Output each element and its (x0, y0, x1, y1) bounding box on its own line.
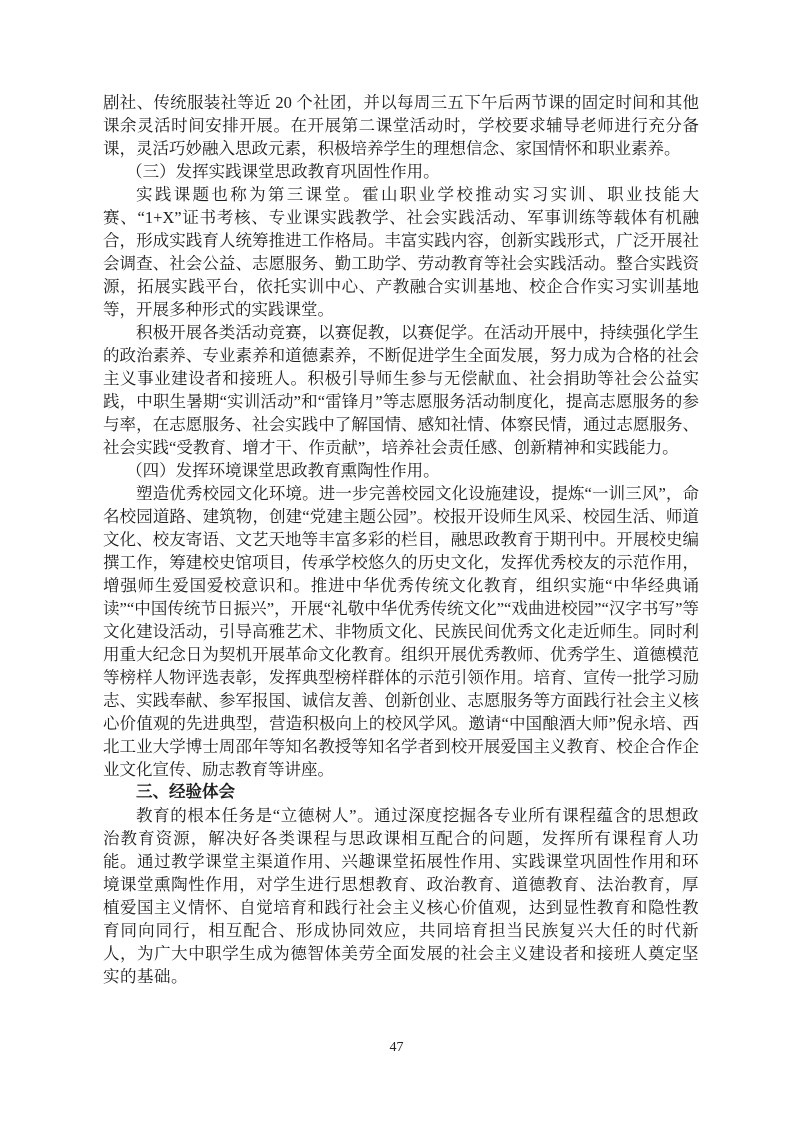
paragraph-continued: 剧社、传统服装社等近 20 个社团，并以每周三五下午后两节课的固定时间和其他课余灵活时间安排开展。在开展第二课堂活动时，学校要求辅导老师进行充分备课，灵活巧妙融入思政元素，积极培养学生的理想信念、家国情怀和职业素养。 (103, 93, 699, 158)
document-text-block (103, 91, 699, 988)
paragraph: 积极开展各类活动竞赛，以赛促教，以赛促学。在活动开展中，持续强化学生的政治素养、专业素养和道德素养，不断促进学生全面发展，努力成为合格的社会主义事业建设者和接班人。积极引导师生参与无偿献血、社会捐助等社会公益实践，中职生暑期“实训活动”和“雷锋月”等志愿服务活动制度化，提高志愿服务的参与率，在志愿服务、社会实践中了解国情、感知社情、体察民情，通过志愿服务、社会实践“受教育、增才干、作贡献”，培养社会责任感、创新精神和实践能力。 (103, 323, 699, 457)
section-subheading-3: （三）发挥实践课堂思政教育巩固性作用。 (126, 162, 440, 181)
section-subheading-4: （四）发挥环境课堂思政教育熏陶性作用。 (126, 461, 440, 480)
paragraph: 教育的根本任务是“立德树人”。通过深度挖掘各专业所有课程蕴含的思想政治教育资源，解决好各类课程与思政课相互配合的问题，发挥所有课程育人功能。通过教学课堂主渠道作用、兴趣课堂拓展性作用、实践课堂巩固性作用和环境课堂熏陶性作用，对学生进行思想教育、政治教育、道德教育、法治教育，厚植爱国主义情怀、自觉培育和践行社会主义核心价值观，达到显性教育和隐性教育同向同行，相互配合、形成协同效应，共同培育担当民族复兴大任的时代新人，为广大中职学生成为德智体美劳全面发展的社会主义建设者和接班人奠定坚实的基础。 (103, 806, 699, 986)
paragraph: 实践课题也称为第三课堂。霍山职业学校推动实习实训、职业技能大赛、“1+X”证书考核、专业课实践教学、社会实践活动、军事训练等载体有机融合，形成实践育人统筹推进工作格局。丰富实践内容，创新实践形式，广泛开展社会调查、社会公益、志愿服务、勤工助学、劳动教育等社会实践活动。整合实践资源，拓展实践平台，依托实训中心、产教融合实训基地、校企合作实习实训基地等，开展多种形式的实践课堂。 (103, 185, 699, 319)
section-heading-experience: 三、经验体会 (136, 783, 235, 801)
paragraph: 塑造优秀校园文化环境。进一步完善校园文化设施建设，提炼“一训三风”，命名校园道路、建筑物，创建“党建主题公园”。校报开设师生风采、校园生活、师道文化、校友寄语、文艺天地等丰富多彩的栏目，融思政教育于期刊中。开展校史编撰工作，筹建校史馆项目，传承学校悠久的历史文化，发挥优秀校友的示范作用，增强师生爱国爱校意识和。推进中华优秀传统文化教育，组织实施“中华经典诵读”“中国传统节日振兴”，开展“礼敬中华优秀传统文化”“戏曲进校园”“汉字书写”等文化建设活动，引导高雅艺术、非物质文化、民族民间优秀文化走近师生。同时利用重大纪念日为契机开展革命文化教育。组织开展优秀教师、优秀学生、道德模范等榜样人物评选表彰，发挥典型榜样群体的示范引领作用。培育、宣传一批学习励志、实践奉献、参军报国、诚信友善、创新创业、志愿服务等方面践行社会主义核心价值观的先进典型，营造积极向上的校风学风。邀请“中国酿酒大师”倪永培、西北工业大学博士周邵年等知名教授等知名学者到校开展爱国主义教育、校企合作企业文化宣传、励志教育等讲座。 (103, 484, 699, 779)
page-number: 47 (389, 1040, 404, 1055)
